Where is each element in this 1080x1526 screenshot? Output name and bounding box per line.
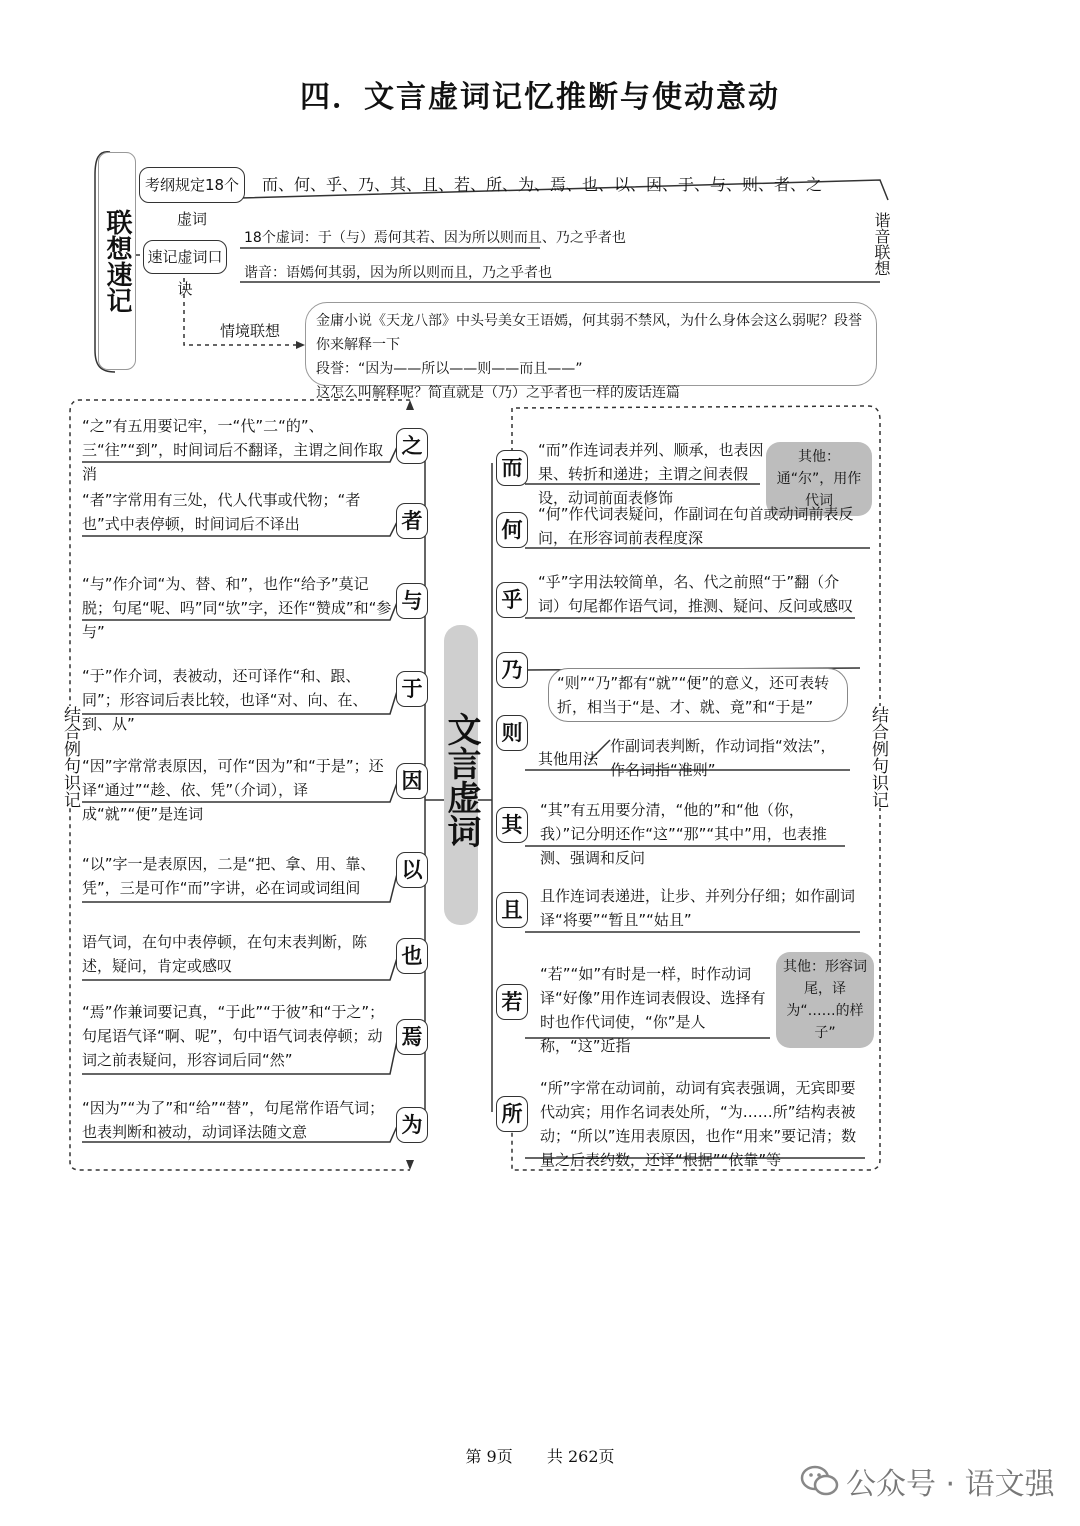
homophone-label: 谐音联想 bbox=[872, 212, 891, 276]
node-nai: 乃 bbox=[496, 652, 528, 688]
memory-row2-line2: 谐音：语嫣何其弱，因为所以则而且，乃之乎者也 bbox=[244, 265, 552, 281]
node-wei: 为 bbox=[396, 1107, 428, 1143]
left-item-yu2: “于”作介词，表被动，还可译作“和、跟、同”；形容词后表比较，也译“对、向、在、到、从” bbox=[82, 667, 368, 733]
memory-row3-line2: 段誉：“因为——所以——则——而且——” bbox=[316, 361, 583, 377]
memory-row2-label: 速记虚词口诀 bbox=[143, 240, 227, 274]
right-item-nai: “则”“乃”都有“就”“便”的意义，还可表转折，相当于“是、才、就、竟”和“于是” bbox=[548, 668, 848, 722]
node-yu2: 于 bbox=[396, 671, 428, 707]
right-item-qi: “其”有五用要分清，“他的”和“他（你，我）”记分明还作“这”“那”“其中”用，也表推测、强调和反问 bbox=[540, 801, 827, 867]
left-item-wei: “因为”“为了”和“给”“替”，句尾常作语气词；也表判断和被动，动词译法随文意 bbox=[82, 1099, 385, 1141]
left-item-yan: “焉”作兼词要记真，“于此”“于彼”和“于之”；句尾语气译“啊、呢”，句中语气词表停顿；动词之前表疑问，形容词后同“然” bbox=[82, 1003, 385, 1069]
watermark-text: 公众号 · 语文强 bbox=[846, 1467, 1055, 1502]
right-item-er-note: 其他：通“尔”，用作代词 bbox=[766, 442, 872, 516]
node-yan: 焉 bbox=[396, 1019, 428, 1055]
node-he: 何 bbox=[496, 512, 528, 548]
node-qie: 且 bbox=[496, 892, 528, 928]
left-item-yu: “与”作介词“为、替、和”，也作“给予”莫记脱；句尾“呢、吗”同“欤”字，还作“赞成”和“参与” bbox=[82, 575, 392, 641]
page-title: 四．文言虚词记忆推断与使动意动 bbox=[300, 80, 780, 115]
right-item-qie: 且作连词表递进，让步、并列分仔细；如作副词译“将要”“暂且”“姑且” bbox=[540, 887, 856, 929]
node-er: 而 bbox=[496, 450, 528, 486]
memory-row3-line1: 金庸小说《天龙八部》中头号美女王语嫣，何其弱不禁风，为什么身体会这么弱呢？段誉你来解释一下 bbox=[316, 313, 862, 353]
node-qi: 其 bbox=[496, 807, 528, 843]
node-zhe: 者 bbox=[396, 503, 428, 539]
memory-row1-text: 而、何、乎、乃、其、且、若、所、为、焉、也、以、因、于、与、则、者、之 bbox=[262, 175, 823, 194]
node-zhi: 之 bbox=[396, 428, 428, 464]
right-item-ruo: “若”“如”有时是一样，时作动词译“好像”用作连词表假设、选择有时也作代词使，“你”是人称，“这”近指 bbox=[540, 965, 766, 1055]
memory-side-label: 联想速记 bbox=[98, 152, 136, 370]
left-item-zhe: “者”字常用有三处，代人代事或代物；“者也”式中表停顿，时间词后不译出 bbox=[82, 491, 361, 533]
right-item-ruo-note: 其他：形容词尾，译为“……的样子” bbox=[776, 952, 874, 1048]
memory-row3-label: 情境联想 bbox=[220, 322, 281, 340]
right-item-suo: “所”字常在动词前，动词有宾表强调，无宾即要代动宾；用作名词表处所，“为……所”结构表被动；“所以”连用表原因，也作“用来”要记清；数量之后表约数，还译“根据”“依靠”等 bbox=[540, 1079, 857, 1169]
memory-row3-line3: 这怎么叫解释呢？简直就是（乃）之乎者也一样的废话连篇 bbox=[316, 385, 680, 401]
memory-row1-label: 考纲规定18个虚词 bbox=[139, 167, 245, 203]
left-item-zhi: “之”有五用要记牢，一“代”二“的”、三“往”“到”，时间词后不翻译，主谓之间作取消 bbox=[82, 417, 384, 483]
left-item-ye: 语气词，在句中表停顿，在句末表判断，陈述，疑问，肯定或感叹 bbox=[82, 933, 368, 975]
right-item-ze: 作副词表判断，作动词指“效法”，作名词指“准则” bbox=[610, 737, 836, 779]
side-note-left: 结合例句识记 bbox=[60, 706, 80, 808]
memory-row2-line1: 18个虚词：于（与）焉何其若、因为所以则而且、乃之乎者也 bbox=[244, 230, 626, 246]
right-item-hu: “乎”字用法较简单，名、代之前照“于”翻（介词）句尾都作语气词，推测、疑问、反问或感叹 bbox=[538, 573, 854, 615]
memory-row3-box bbox=[305, 302, 877, 401]
left-item-yi: “以”字一是表原因，二是“把、拿、用、靠、凭”，三是可作“而”字讲，必在词或词组间 bbox=[82, 855, 376, 897]
node-ruo: 若 bbox=[496, 984, 528, 1020]
node-ze: 则 bbox=[496, 715, 528, 751]
right-item-he: “何”作代词表疑问，作副词在句首或动词前表反问，在形容词前表程度深 bbox=[538, 505, 854, 547]
wechat-icon bbox=[800, 1464, 840, 1498]
left-item-yin: “因”字常常表原因，可作“因为”和“于是”；还译“通过”“趁、依、凭”（介词），译成“就”“便”是连词 bbox=[82, 757, 384, 823]
node-hu: 乎 bbox=[496, 582, 528, 618]
node-yi: 以 bbox=[396, 852, 428, 888]
right-item-ze-sublabel: 其他用法 bbox=[538, 750, 599, 768]
node-ye: 也 bbox=[396, 938, 428, 974]
center-label: 文言虚词 bbox=[441, 712, 481, 848]
side-note-right: 结合例句识记 bbox=[868, 706, 888, 808]
page-total: 共 262页 bbox=[546, 1447, 615, 1466]
watermark bbox=[800, 1459, 1055, 1503]
right-item-er: “而”作连词表并列、顺承，也表因果、转折和递进；主谓之间表假设，动词前面表修饰 bbox=[538, 441, 764, 507]
node-yu: 与 bbox=[396, 583, 428, 619]
node-suo: 所 bbox=[496, 1096, 528, 1132]
page-number: 第 9页 bbox=[465, 1447, 513, 1466]
node-yin: 因 bbox=[396, 763, 428, 799]
